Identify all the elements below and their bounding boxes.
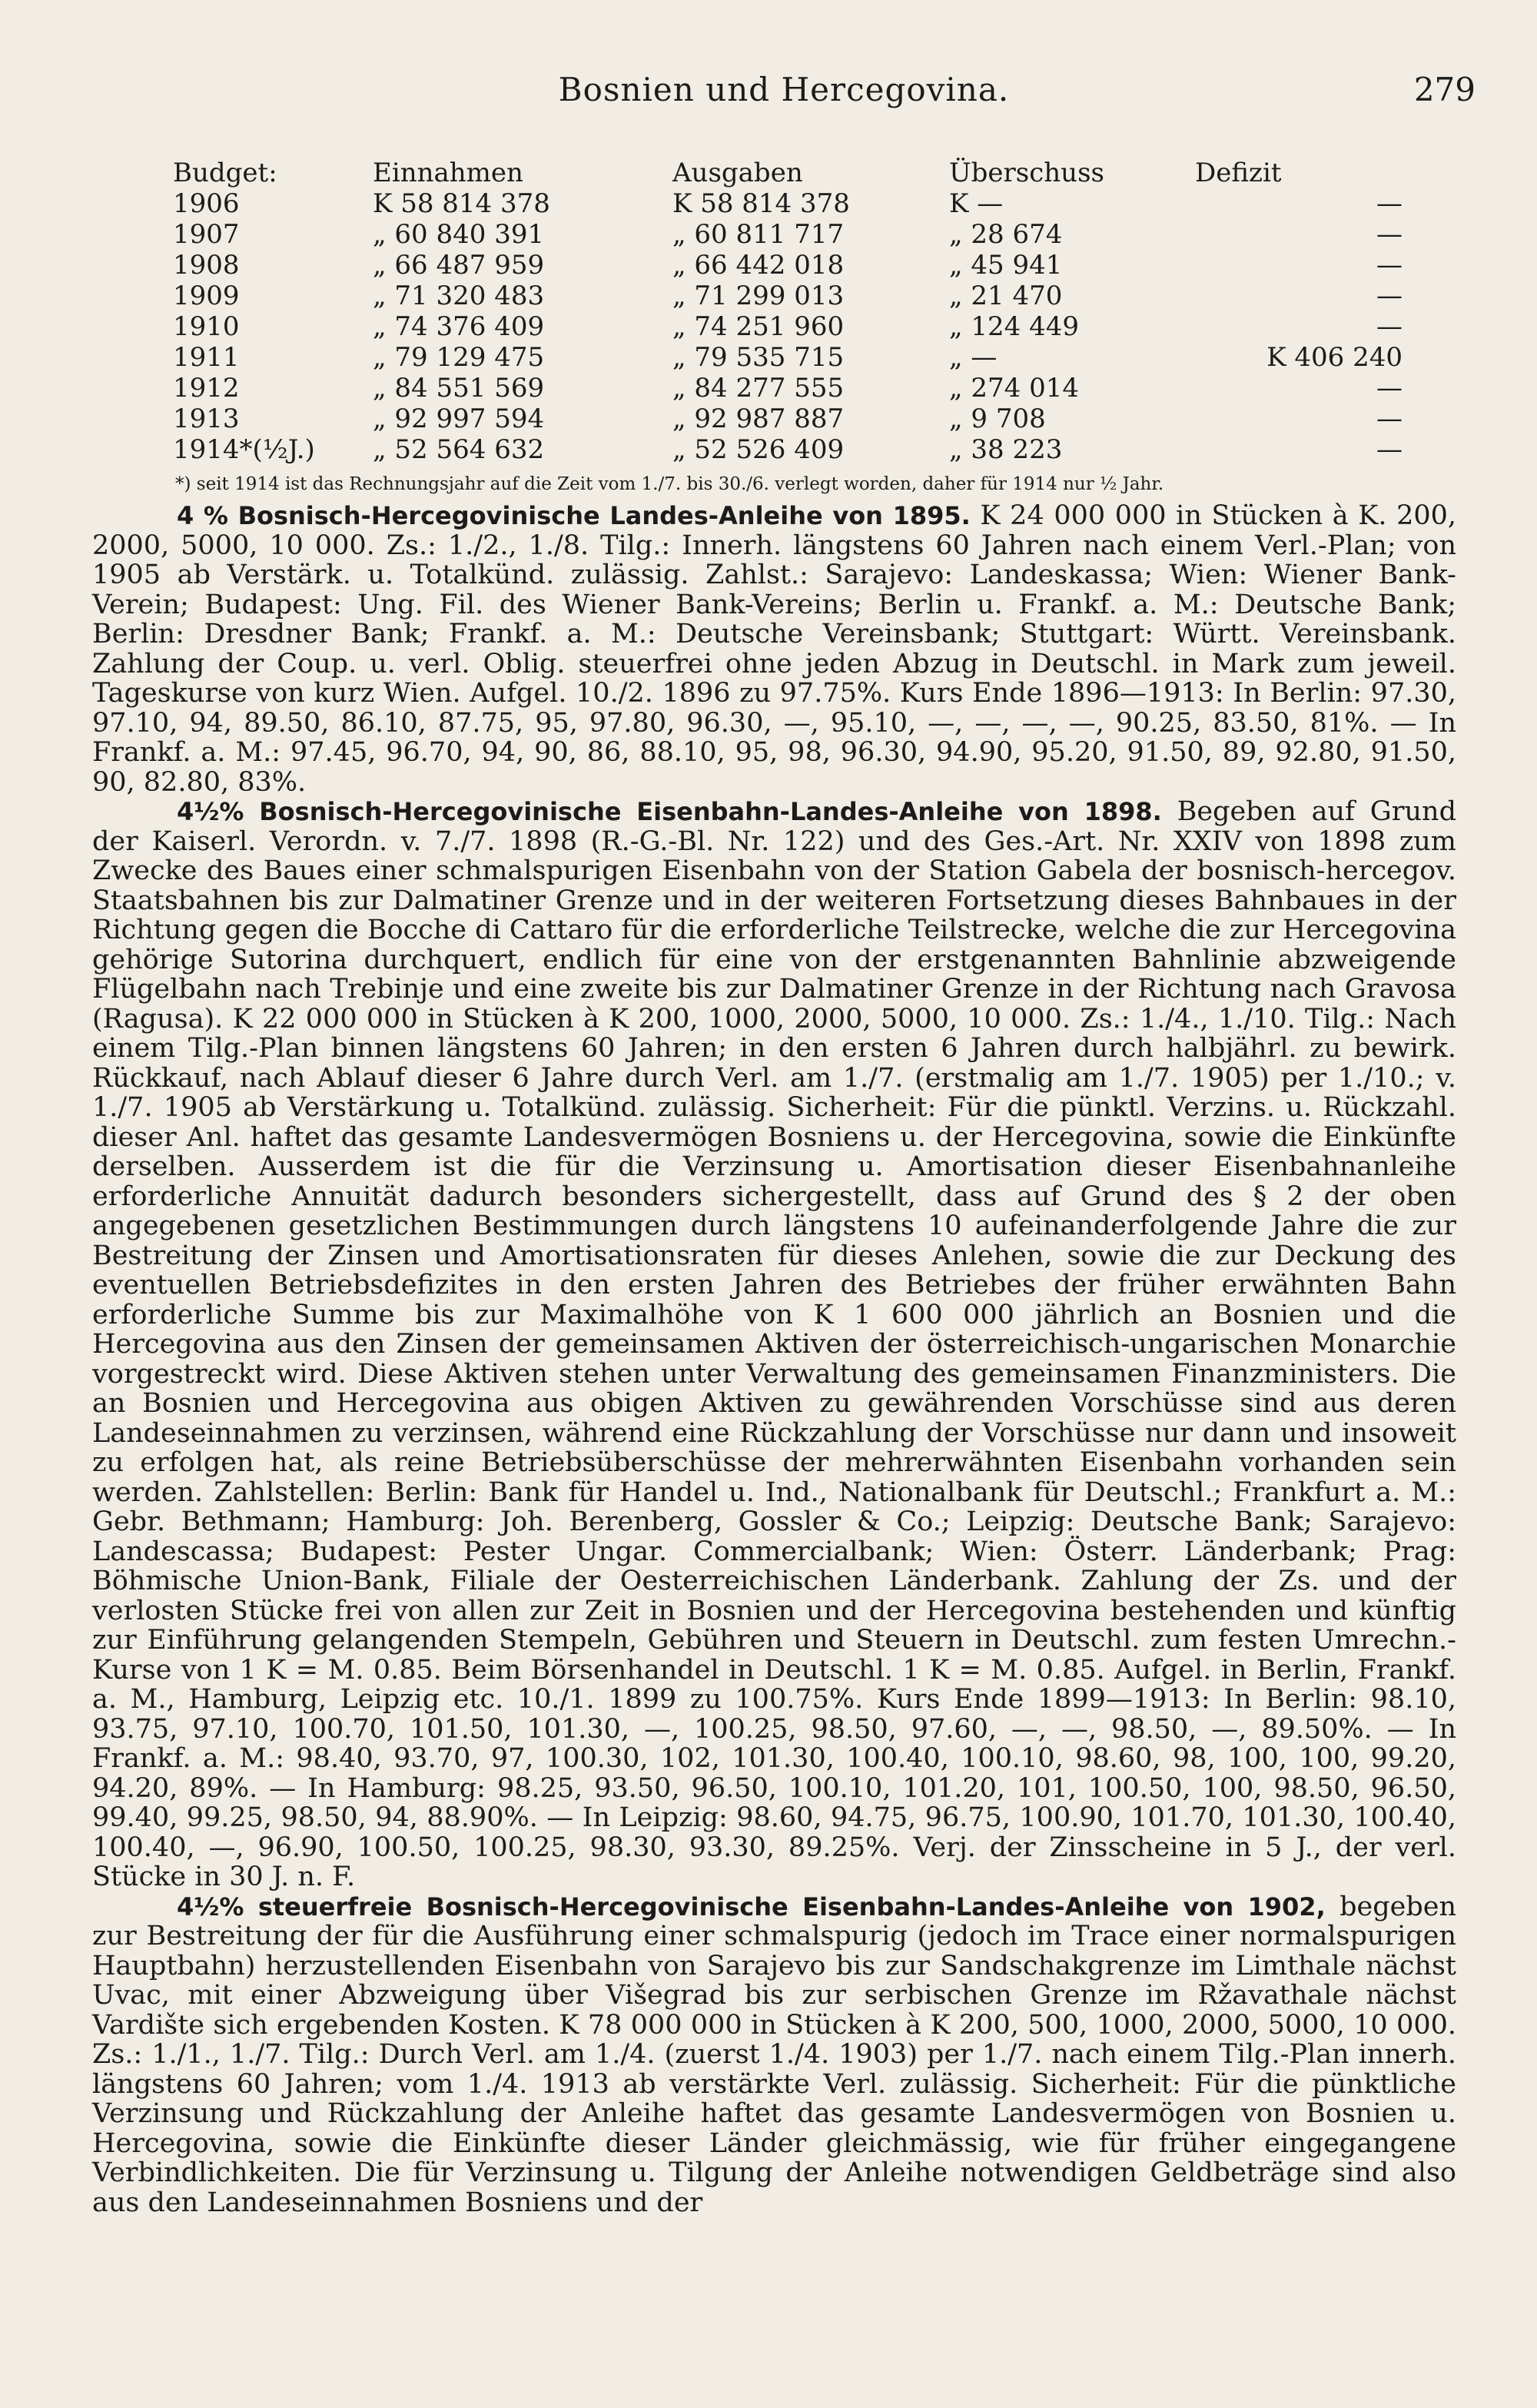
- cell-year: 1910: [173, 311, 240, 342]
- cell-ueberschuss: „ 38 223: [949, 434, 1063, 465]
- page-header: [92, 71, 1476, 125]
- cell-year: 1913: [173, 404, 240, 434]
- table-row: [173, 311, 1403, 342]
- cell-ausgaben: „ 74 251 960: [672, 311, 845, 342]
- cell-defizit: —: [1376, 311, 1403, 342]
- cell-year: 1907: [173, 219, 240, 250]
- cell-einnahmen: „ 60 840 391: [373, 219, 545, 250]
- cell-ausgaben: „ 84 277 555: [672, 373, 845, 404]
- header-ausgaben: Ausgaben: [672, 158, 803, 188]
- cell-ausgaben: „ 79 535 715: [672, 342, 845, 373]
- cell-year: 1911: [173, 342, 240, 373]
- cell-ausgaben: „ 71 299 013: [672, 281, 845, 311]
- page-body: [92, 501, 1456, 2217]
- section-body: K 24 000 000 in Stücken à K. 200, 2000, 5000, 10 000. Zs.: 1./2., 1./8. Tilg.: Innerh. längstens 60 Jahren nach einem Verl.-Plan; von 1905 ab Verstärk. u. Totalkünd. zulässig. Zahlst.: Sarajevo: Landeskassa; Wien: Wiener Bank-Verein; Budapest: Ung. Fil. des Wiener Bank-Vereins; Berlin u. Frankf. a. M.: Deutsche Bank; Berlin: Dresdner Bank; Frankf. a. M.: Deutsche Vereinsbank; Stuttgart: Württ. Vereinsbank. Zahlung der Coup. u. verl. Oblig. steuerfrei ohne jeden Abzug in Deutschl. in Mark zum jeweil. Tageskurse von kurz Wien. Aufgel. 10./2. 1896 zu 97.75%. Kurs Ende 1896—1913: In Berlin: 97.30, 97.10, 94, 89.50, 86.10, 87.75, 95, 97.80, 96.30, —, 95.10, —, —, —, —, 90.25, 83.50, 81%. — In Frankf. a. M.: 97.45, 96.70, 94, 90, 86, 88.10, 95, 98, 96.30, 94.90, 95.20, 91.50, 89, 92.80, 91.50, 90, 82.80, 83%.: [92, 500, 1457, 798]
- cell-defizit: —: [1376, 281, 1403, 311]
- cell-year: 1912: [173, 373, 240, 404]
- cell-year: 1906: [173, 188, 240, 219]
- header-budget: Budget:: [173, 158, 277, 188]
- running-title: Bosnien und Hercegovina.: [558, 71, 1010, 108]
- cell-einnahmen: „ 79 129 475: [373, 342, 545, 373]
- cell-defizit: —: [1376, 434, 1403, 465]
- cell-ueberschuss: K —: [949, 188, 1004, 219]
- cell-ausgaben: „ 60 811 717: [672, 219, 845, 250]
- cell-defizit: —: [1376, 373, 1403, 404]
- cell-defizit: —: [1376, 404, 1403, 434]
- cell-einnahmen: K 58 814 378: [373, 188, 550, 219]
- cell-einnahmen: „ 66 487 959: [373, 250, 545, 281]
- cell-ueberschuss: „ 28 674: [949, 219, 1063, 250]
- cell-defizit: K 406 240: [1266, 342, 1403, 373]
- budget-header-row: [173, 158, 1403, 188]
- cell-defizit: —: [1376, 188, 1403, 219]
- section-1895-loan: [92, 501, 1456, 797]
- cell-defizit: —: [1376, 250, 1403, 281]
- cell-ueberschuss: „ —: [949, 342, 998, 373]
- section-1898-loan: [92, 797, 1456, 1892]
- cell-ueberschuss: „ 124 449: [949, 311, 1080, 342]
- table-row: [173, 373, 1403, 404]
- page-number: 279: [1413, 71, 1476, 108]
- cell-year: 1909: [173, 281, 240, 311]
- cell-einnahmen: „ 92 997 594: [373, 404, 545, 434]
- table-row: [173, 250, 1403, 281]
- table-row: [173, 404, 1403, 434]
- table-row: [173, 219, 1403, 250]
- cell-ausgaben: „ 92 987 887: [672, 404, 845, 434]
- header-ueberschuss: Überschuss: [949, 158, 1104, 188]
- budget-table: [173, 158, 1403, 465]
- table-row: [173, 281, 1403, 311]
- section-body: Begeben auf Grund der Kaiserl. Verordn. v. 7./7. 1898 (R.-G.-Bl. Nr. 122) und des Ges.-Art. Nr. XXIV von 1898 zum Zwecke des Baues einer schmalspurigen Eisenbahn von der Station Gabela der bosnisch-hercegov. Staatsbahnen bis zur Dalmatiner Grenze und in der weiteren Fortsetzung dieses Bahnbaues in der Richtung gegen die Bocche di Cattaro für die erforderliche Teilstrecke, welche die zur Hercegovina gehörige Sutorina durchquert, endlich für eine von der erstgenannten Bahnlinie abzweigende Flügelbahn nach Trebinje und eine zweite bis zur Dalmatiner Grenze in der Richtung nach Gravosa (Ragusa). K 22 000 000 in Stücken à K 200, 1000, 2000, 5000, 10 000. Zs.: 1./4., 1./10. Tilg.: Nach einem Tilg.-Plan binnen längstens 60 Jahren; in den ersten 6 Jahren durch halbjährl. zu bewirk. Rückkauf, nach Ablauf dieser 6 Jahre durch Verl. am 1./7. (erstmalig am 1./7. 1905) per 1./10.; v. 1./7. 1905 ab Verstärkung u. Totalkünd. zulässig. Sicherheit: Für die pünktl. Verzins. u. Rückzahl. dieser Anl. haftet das gesamte Landesvermögen Bosniens u. der Hercegovina, sowie die Einkünfte derselben. Ausserdem ist die für die Verzinsung u. Amortisation dieser Eisenbahnanleihe erforderliche Annuität dadurch besonders sichergestellt, dass auf Grund des § 2 der oben angegebenen gesetzlichen Bestimmungen durch längstens 10 aufeinanderfolgende Jahre die zur Bestreitung der Zinsen und Amortisationsraten für dieses Anlehen, sowie die zur Deckung des eventuellen Betriebsdefizites in den ersten Jahren des Betriebes der früher erwähnten Bahn erforderliche Summe bis zur Maximalhöhe von K 1 600 000 jährlich an Bosnien und die Hercegovina aus den Zinsen der gemeinsamen Aktiven der österreichisch-ungarischen Monarchie vorgestreckt wird. Diese Aktiven stehen unter Verwaltung des gemeinsamen Finanzministers. Die an Bosnien und Hercegovina aus obigen Aktiven zu gewährenden Vorschüsse sind aus deren Landeseinnahmen zu verzinsen, während eine Rückzahlung der Vorschüsse nur dann und insoweit zu erfolgen hat, als reine Betriebsüberschüsse der mehrerwähnten Eisenbahn vorhanden sein werden. Zahlstellen: Berlin: Bank für Handel u. Ind., Nationalbank für Deutschl.; Frankfurt a. M.: Gebr. Bethmann; Hamburg: Joh. Berenberg, Gossler & Co.; Leipzig: Deutsche Bank; Sarajevo: Landescassa; Budapest: Pester Ungar. Commercialbank; Wien: Österr. Länderbank; Prag: Böhmische Union-Bank, Filiale der Oesterreichischen Länderbank. Zahlung der Zs. und der verlosten Stücke frei von allen zur Zeit in Bosnien und der Hercegovina bestehenden und künftig zur Einführung gelangenden Stempeln, Gebühren und Steuern in Deutschl. zum festen Umrechn.-Kurse von 1 K = M. 0.85. Beim Börsenhandel in Deutschl. 1 K = M. 0.85. Aufgel. in Berlin, Frankf. a. M., Hamburg, Leipzig etc. 10./1. 1899 zu 100.75%. Kurs Ende 1899—1913: In Berlin: 98.10, 93.75, 97.10, 100.70, 101.50, 101.30, —, 100.25, 98.50, 97.60, —, —, 98.50, —, 89.50%. — In Frankf. a. M.: 98.40, 93.70, 97, 100.30, 102, 101.30, 100.40, 100.10, 98.60, 98, 100, 100, 99.20, 94.20, 89%. — In Hamburg: 98.25, 93.50, 96.50, 100.10, 101.20, 101, 100.50, 100, 98.50, 96.50, 99.40, 99.25, 98.50, 94, 88.90%. — In Leipzig: 98.60, 94.75, 96.75, 100.90, 101.70, 101.30, 100.40, 100.40, —, 96.90, 100.50, 100.25, 98.30, 93.30, 89.25%. Verj. der Zinsscheine in 5 J., der verl. Stücke in 30 J. n. F.: [92, 796, 1456, 1892]
- cell-ueberschuss: „ 9 708: [949, 404, 1046, 434]
- cell-ueberschuss: „ 45 941: [949, 250, 1063, 281]
- header-defizit: Defizit: [1195, 158, 1282, 188]
- cell-defizit: —: [1376, 219, 1403, 250]
- cell-ausgaben: „ 52 526 409: [672, 434, 845, 465]
- cell-einnahmen: „ 71 320 483: [373, 281, 545, 311]
- cell-year: 1908: [173, 250, 240, 281]
- cell-year: 1914*(½J.): [173, 434, 315, 465]
- section-title: 4½% steuerfreie Bosnisch-Hercegovinische Eisenbahn-Landes-Anleihe von 1902,: [177, 1892, 1326, 1921]
- cell-einnahmen: „ 74 376 409: [373, 311, 545, 342]
- cell-einnahmen: „ 84 551 569: [373, 373, 545, 404]
- section-body: begeben zur Bestreitung der für die Ausführung einer schmalspurig (jedoch im Trace einer normalspurigen Hauptbahn) herzustellenden Eisenbahn von Sarajevo bis zur Sandschakgrenze im Limthale nächst Uvac, mit einer Abzweigung über Višegrad bis zur serbischen Grenze im Ržavathale nächst Vardište sich ergebenden Kosten. K 78 000 000 in Stücken à K 200, 500, 1000, 2000, 5000, 10 000. Zs.: 1./1., 1./7. Tilg.: Durch Verl. am 1./4. (zuerst 1./4. 1903) per 1./7. nach einem Tilg.-Plan innerh. längstens 60 Jahren; vom 1./4. 1913 ab verstärkte Verl. zulässig. Sicherheit: Für die pünktliche Verzinsung und Rückzahlung der Anleihe haftet das gesamte Landesvermögen von Bosnien u. Hercegovina, sowie die Einkünfte dieser Länder gleichmässig, wie für früher eingegangene Verbindlichkeiten. Die für Verzinsung u. Tilgung der Anleihe notwendigen Geldbeträge sind also aus den Landeseinnahmen Bosniens und der: [92, 1891, 1456, 2218]
- budget-footnote: *) seit 1914 ist das Rechnungsjahr auf die Zeit vom 1./7. bis 30./6. verlegt worden, daher für 1914 nur ½ Jahr.: [175, 474, 1164, 494]
- header-einnahmen: Einnahmen: [373, 158, 523, 188]
- table-row: [173, 434, 1403, 465]
- section-title: 4 % Bosnisch-Hercegovinische Landes-Anleihe von 1895.: [177, 501, 971, 530]
- cell-einnahmen: „ 52 564 632: [373, 434, 545, 465]
- cell-ueberschuss: „ 21 470: [949, 281, 1063, 311]
- section-1902-loan: [92, 1892, 1456, 2218]
- cell-ueberschuss: „ 274 014: [949, 373, 1080, 404]
- table-row: [173, 188, 1403, 219]
- cell-ausgaben: K 58 814 378: [672, 188, 850, 219]
- table-row: [173, 342, 1403, 373]
- section-title: 4½% Bosnisch-Hercegovinische Eisenbahn-Landes-Anleihe von 1898.: [177, 797, 1162, 826]
- cell-ausgaben: „ 66 442 018: [672, 250, 845, 281]
